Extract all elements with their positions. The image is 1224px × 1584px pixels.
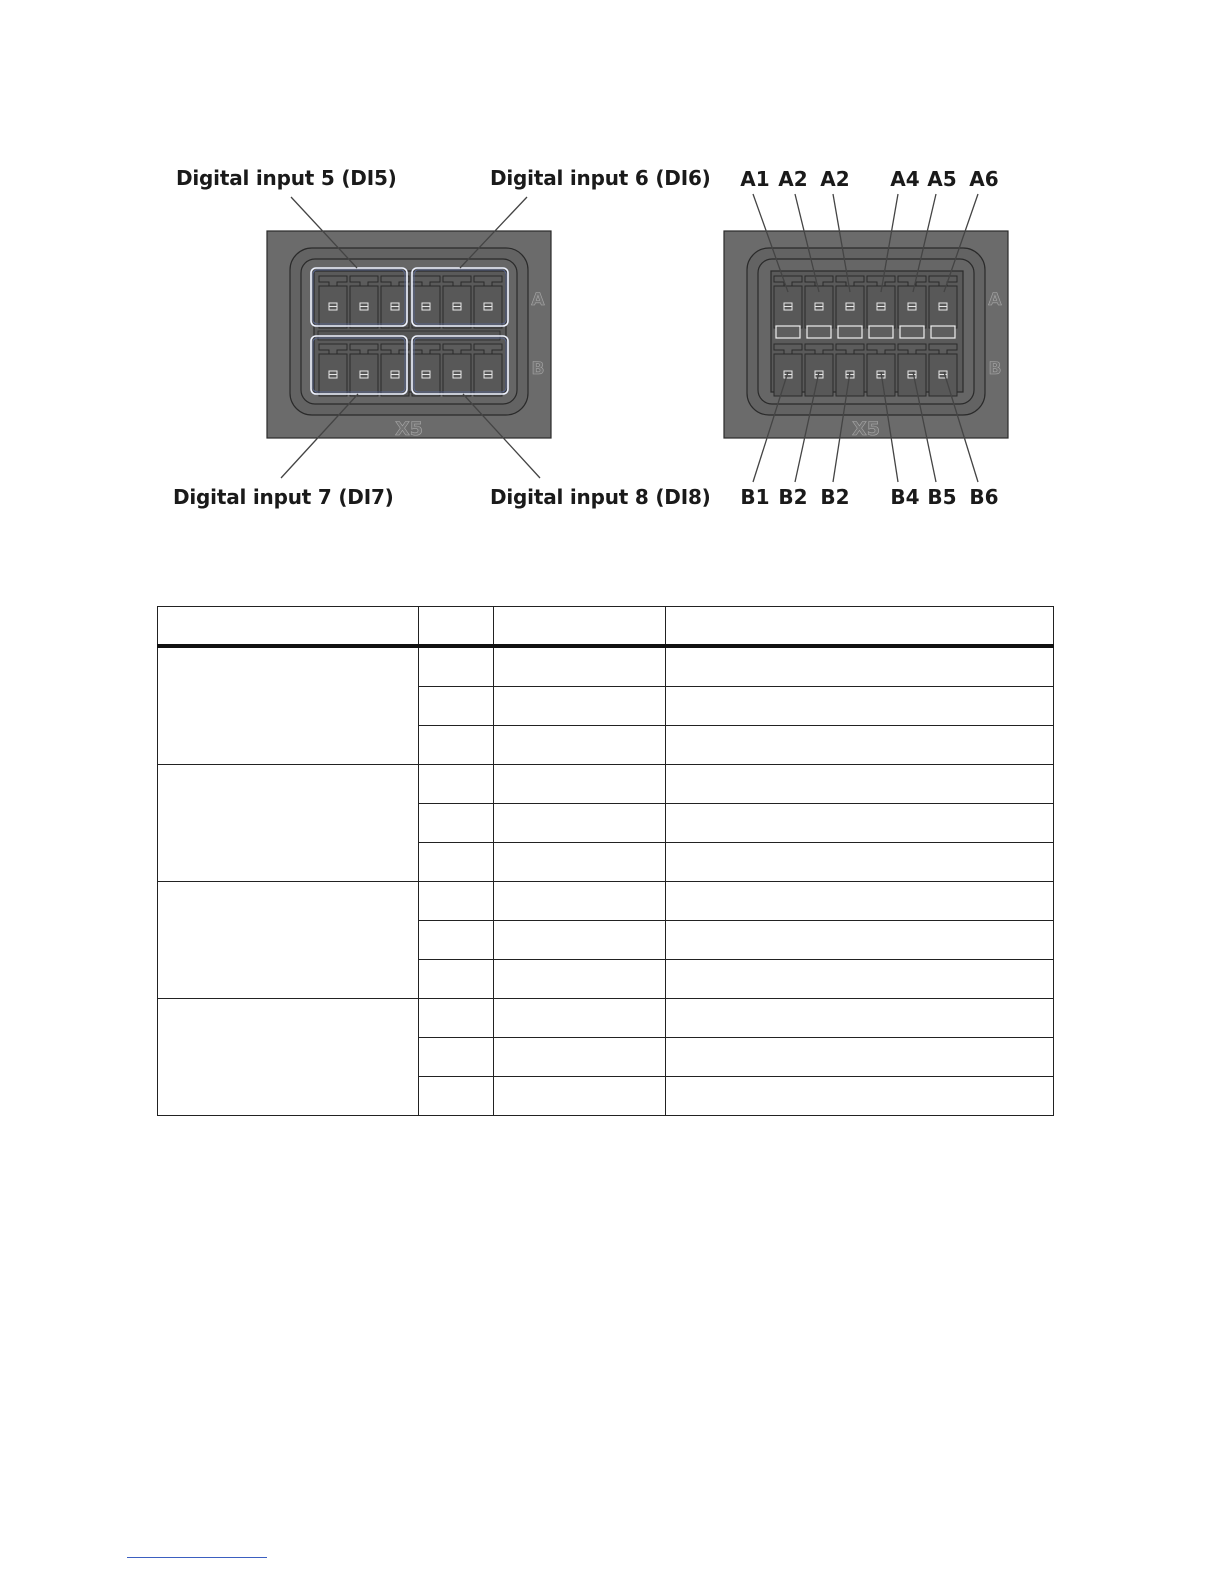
table-cell [494, 882, 666, 921]
table-cell [419, 804, 494, 843]
label-digital-input-5: Digital input 5 (DI5) [176, 166, 397, 190]
table-cell [494, 960, 666, 999]
table-cell [666, 882, 1054, 921]
table-cell [494, 1077, 666, 1116]
connector-x5-right [724, 231, 1008, 438]
table-cell [666, 921, 1054, 960]
table-cell [494, 999, 666, 1038]
table-cell [419, 1038, 494, 1077]
table-cell [419, 687, 494, 726]
table-cell [666, 999, 1054, 1038]
table-cell [419, 646, 494, 687]
connector-diagram [0, 0, 1224, 560]
pin-label-b1: B1 [740, 485, 770, 509]
table-cell [666, 960, 1054, 999]
row-mark-a-right: A [988, 290, 1002, 310]
pin-label-a4: A4 [890, 167, 920, 191]
table-row [158, 646, 1054, 687]
pin-label-a1: A1 [740, 167, 770, 191]
group-name-cell [158, 882, 419, 999]
table-header-row [158, 607, 1054, 647]
table-cell [494, 765, 666, 804]
table-cell [419, 726, 494, 765]
pin-label-a3: A2 [820, 167, 850, 191]
table-header-cell [494, 607, 666, 647]
row-mark-a-left: A [531, 290, 545, 310]
label-digital-input-6: Digital input 6 (DI6) [490, 166, 711, 190]
pin-assignment-table [157, 606, 1054, 1116]
table-cell [419, 843, 494, 882]
pin-label-b2: B2 [778, 485, 808, 509]
table-cell [419, 882, 494, 921]
table-cell [666, 843, 1054, 882]
table-cell [419, 999, 494, 1038]
table-row [158, 999, 1054, 1038]
table-cell [666, 726, 1054, 765]
table-cell [666, 1077, 1054, 1116]
table-cell [419, 960, 494, 999]
table-cell [666, 687, 1054, 726]
pin-label-a6: A6 [969, 167, 999, 191]
group-name-cell [158, 765, 419, 882]
table-cell [494, 1038, 666, 1077]
label-digital-input-7: Digital input 7 (DI7) [173, 485, 394, 509]
table-cell [666, 804, 1054, 843]
table-cell [494, 843, 666, 882]
table-cell [419, 1077, 494, 1116]
group-name-cell [158, 646, 419, 765]
table-cell [419, 921, 494, 960]
pin-label-a2: A2 [778, 167, 808, 191]
table-cell [666, 1038, 1054, 1077]
table-cell [494, 921, 666, 960]
connector-name-right: X5 [852, 418, 880, 440]
table-header-cell [158, 607, 419, 647]
connector-x5-left [267, 231, 551, 438]
table-cell [494, 646, 666, 687]
table-cell [494, 726, 666, 765]
row-mark-b-left: B [531, 359, 545, 379]
label-digital-input-8: Digital input 8 (DI8) [490, 485, 711, 509]
row-mark-b-right: B [988, 359, 1002, 379]
table-cell [666, 765, 1054, 804]
table-cell [419, 765, 494, 804]
footer-rule [127, 1557, 267, 1558]
group-name-cell [158, 999, 419, 1116]
pin-label-b3: B2 [820, 485, 850, 509]
table-row [158, 765, 1054, 804]
pin-label-a5: A5 [927, 167, 957, 191]
table-row [158, 882, 1054, 921]
pin-label-b5: B5 [927, 485, 957, 509]
pin-label-b6: B6 [969, 485, 999, 509]
table-cell [666, 646, 1054, 687]
connector-name-left: X5 [395, 418, 423, 440]
table-cell [494, 687, 666, 726]
table-header-cell [666, 607, 1054, 647]
pin-label-b4: B4 [890, 485, 920, 509]
table-cell [494, 804, 666, 843]
table-header-cell [419, 607, 494, 647]
